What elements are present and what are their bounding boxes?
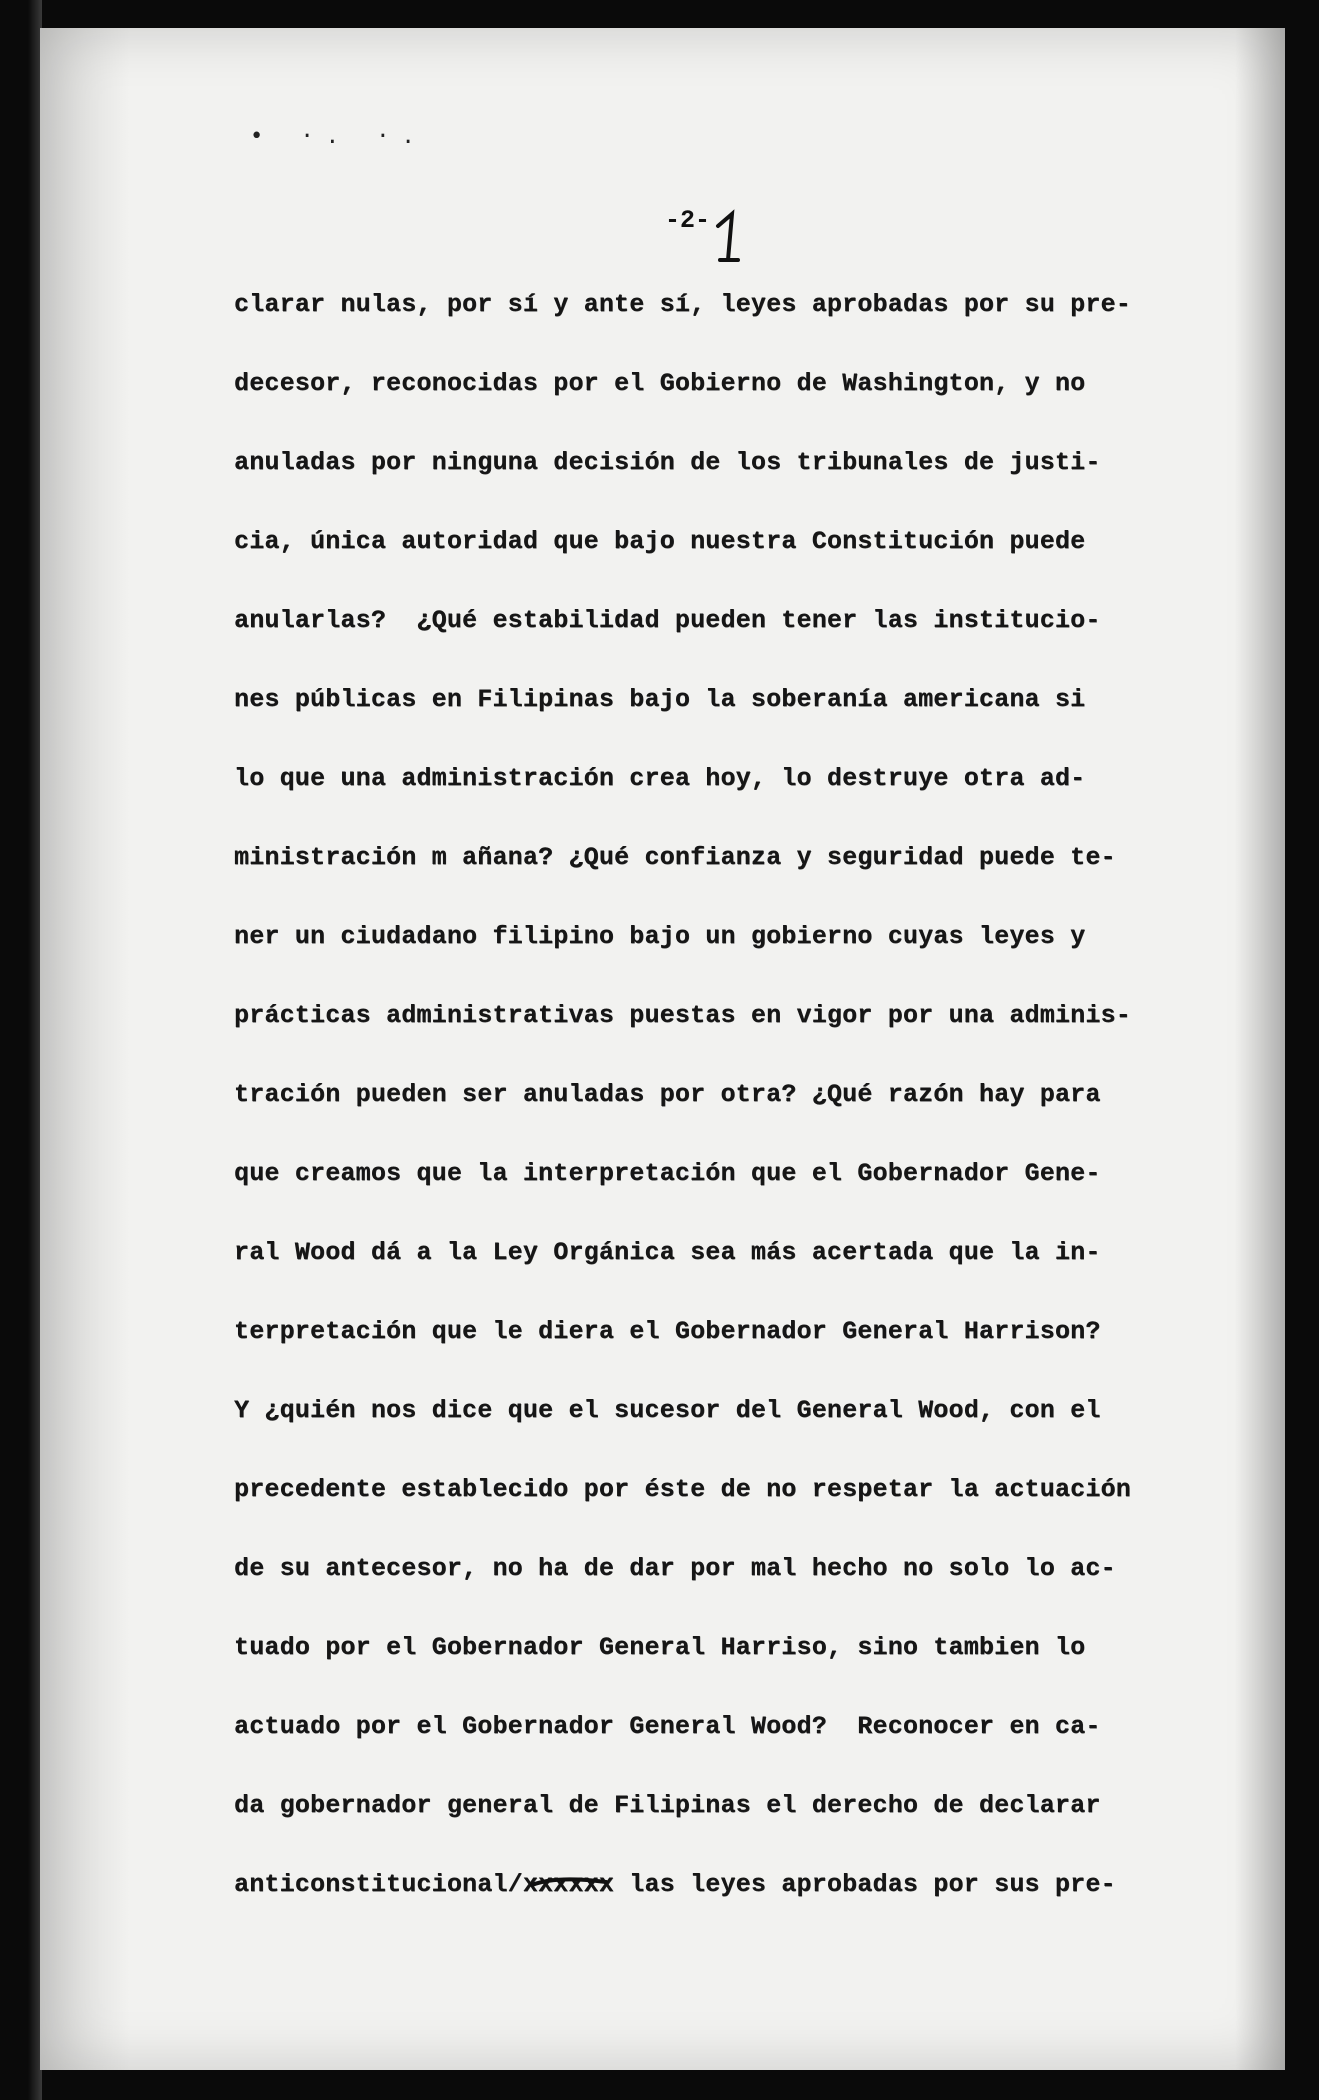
text-line: anuladas por ninguna decisión de los tribunales de justi- bbox=[234, 448, 1101, 477]
text-line: ral Wood dá a la Ley Orgánica sea más acertada que la in- bbox=[234, 1238, 1101, 1267]
text-line: anticonstitucional/xxxxxx las leyes aprobadas por sus pre- bbox=[234, 1870, 1116, 1899]
text-line: nes públicas en Filipinas bajo la soberanía americana si bbox=[234, 685, 1086, 714]
text-line: precedente establecido por éste de no respetar la actuación bbox=[234, 1475, 1131, 1504]
text-line: anularlas? ¿Qué estabilidad pueden tener las institucio- bbox=[234, 606, 1101, 635]
text-line: ministración m añana? ¿Qué confianza y seguridad puede te- bbox=[234, 843, 1116, 872]
paper-sheet bbox=[40, 28, 1285, 2070]
text-line: prácticas administrativas puestas en vigor por una adminis- bbox=[234, 1001, 1131, 1030]
text-line: de su antecesor, no ha de dar por mal hecho no solo lo ac- bbox=[234, 1554, 1116, 1583]
typed-body-text bbox=[234, 290, 1174, 1949]
handwritten-strike-mark bbox=[530, 1876, 608, 1890]
page-number: -2- bbox=[665, 206, 711, 235]
text-line: clarar nulas, por sí y ante sí, leyes aprobadas por su pre- bbox=[234, 290, 1131, 319]
text-line: da gobernador general de Filipinas el derecho de declarar bbox=[234, 1791, 1101, 1820]
text-line: que creamos que la interpretación que el Gobernador Gene- bbox=[234, 1159, 1101, 1188]
text-line: actuado por el Gobernador General Wood? Reconocer en ca- bbox=[234, 1712, 1101, 1741]
corner-marks: • ·. ·. bbox=[250, 124, 427, 149]
text-line: ner un ciudadano filipino bajo un gobierno cuyas leyes y bbox=[234, 922, 1086, 951]
text-line: tración pueden ser anuladas por otra? ¿Qué razón hay para bbox=[234, 1080, 1101, 1109]
handwritten-page-mark bbox=[708, 208, 748, 268]
text-line: terpretación que le diera el Gobernador General Harrison? bbox=[234, 1317, 1101, 1346]
text-line: tuado por el Gobernador General Harriso, sino tambien lo bbox=[234, 1633, 1086, 1662]
text-line: decesor, reconocidas por el Gobierno de Washington, y no bbox=[234, 369, 1086, 398]
text-line: cia, única autoridad que bajo nuestra Constitución puede bbox=[234, 527, 1086, 556]
text-line: Y ¿quién nos dice que el sucesor del General Wood, con el bbox=[234, 1396, 1101, 1425]
text-line: lo que una administración crea hoy, lo destruye otra ad- bbox=[234, 764, 1086, 793]
